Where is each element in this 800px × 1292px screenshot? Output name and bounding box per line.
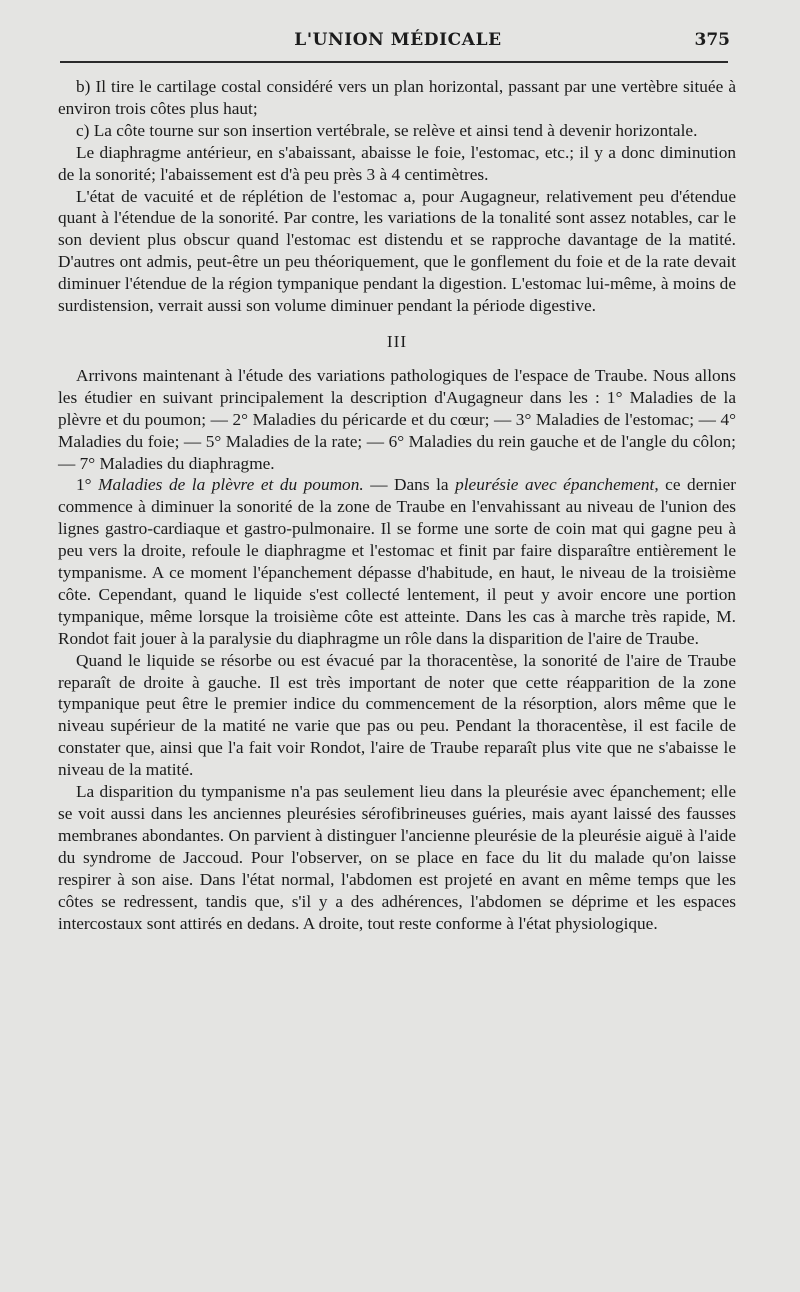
paragraph-intro: Arrivons maintenant à l'étude des variations pathologiques de l'espace de Traube. Nous allons les étudier en suivant principalement la description d'Augagneur dans les : 1° Maladies de la plèvre et du poumon; — 2° Maladies du péricarde et du cœur; — 3° Maladies de l'estomac; — 4° Maladies du foie; — 5° Maladies de la rate; — 6° Maladies du rein gauche et de l'angle du côlon; — 7° Maladies du diaphragme. [58,365,736,473]
running-title: L'UNION MÉDICALE [294,30,502,50]
page-header [58,28,738,56]
paragraph-disparition: La disparition du tympanisme n'a pas seulement lieu dans la pleurésie avec épanchement; elle se voit aussi dans les anciennes pleurésies sérofibrineuses guéries, mais ayant laissé des fausses membranes abondantes. On parvient à distinguer l'ancienne pleurésie de la pleurésie aiguë à l'aide du syndrome de Jaccoud. Pour l'observer, on se place en face du lit du malade qu'on laisse respirer à son aise. Dans l'état normal, l'abdomen est projeté en avant en même temps que les côtes se redressent, tandis que, s'il y a des adhérences, l'abdomen se déprime et les espaces intercostaux sont attirés en dedans. A droite, tout reste conforme à l'état physiologique. [58,782,736,933]
paragraph-diaphragme: Le diaphragme antérieur, en s'abaissant, abaisse le foie, l'estomac, etc.; il y a donc diminution de la sonorité; l'abaissement est d'à peu près 3 à 4 centimètres. [58,142,736,184]
pleura-rest: , ce dernier commence à diminuer la sonorité de la zone de Traube en l'envahissant au niveau de l'union des lignes gastro-cardiaque et gastro-pulmonaire. Il se forme une sorte de coin mat qui gagne peu à peu vers la droite, refoule le diaphragme et l'estomac et finit par faire disparaître entièrement le tympanisme. A ce moment l'épanchement dépasse d'habitude, en haut, le niveau de la troisième côte. Cependant, quand le liquide s'est collecté lentement, il peut y avoir encore une portion tympanique, même lorsque la troisième côte est atteinte. Dans les cas à marche très rapide, M. Rondot fait jouer à la paralysie du diaphragme un rôle dans la disparition de l'aire de Traube. [58,475,736,648]
paragraph-vacuite: L'état de vacuité et de réplétion de l'estomac a, pour Augagneur, relativement peu d'étendue quant à l'étendue de la sonorité. Par contre, les variations de la tonalité sont assez notables, car le son devient plus obscur quand l'estomac est distendu et se rapproche davantage de la matité. D'autres ont admis, peut-être un peu théoriquement, que le gonflement du foie et de la rate devait diminuer l'étendue de la région tympanique pendant la digestion. L'estomac lui-même, à moins de surdistension, verrait aussi son volume diminuer pendant la période digestive. [58,186,736,316]
pleura-italic-title: Maladies de la plèvre et du poumon. [98,475,364,495]
pleura-number: 1° [76,475,99,495]
body-text [58,76,736,934]
paragraph-pleura [58,474,736,649]
header-rule [60,61,728,63]
paragraph-resorption: Quand le liquide se résorbe ou est évacué par la thoracentèse, la sonorité de l'aire de Traube reparaît de droite à gauche. Il est très important de noter que cette réapparition de la zone tympanique peut être le premier indice du commencement de la résorption, alors même que le niveau supérieur de la matité ne varie que pas ou peu. Pendant la thoracentèse, il est facile de constater que, ainsi que l'a fait voir Rondot, l'aire de Traube reparaît plus vite que ne s'abaisse le niveau de la matité. [58,650,736,780]
paragraph-b: b) Il tire le cartilage costal considéré vers un plan horizontal, passant par une vertèbre située à environ trois côtes plus haut; [58,77,736,118]
pleura-dash: — Dans la [363,475,456,495]
page-number: 375 [694,30,730,50]
pleura-italic-term: pleurésie avec épanchement [455,475,655,495]
paragraph-c: c) La côte tourne sur son insertion vertébrale, se relève et ainsi tend à devenir horizontale. [76,120,698,140]
section-heading: III [386,331,408,351]
